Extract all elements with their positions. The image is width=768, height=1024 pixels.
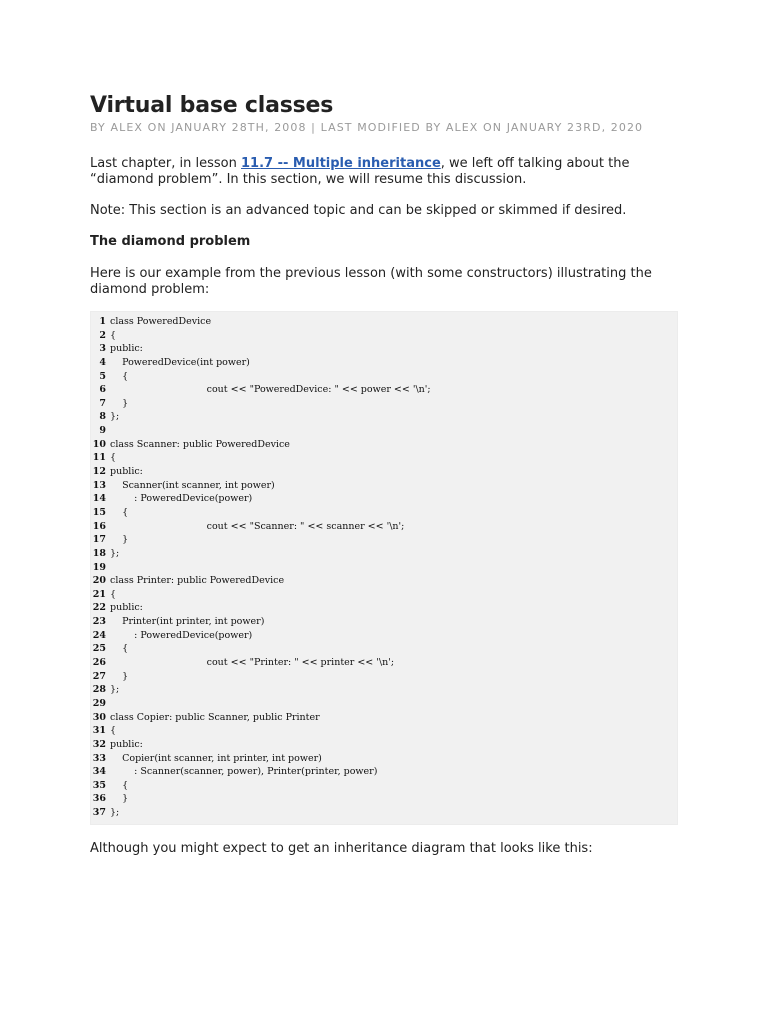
code-line xyxy=(91,683,677,697)
line-number: 8 xyxy=(99,411,106,423)
code-text: : PoweredDevice(power) xyxy=(110,629,253,641)
code-line xyxy=(91,506,677,520)
line-number: 20 xyxy=(92,575,106,587)
line-number: 9 xyxy=(99,425,106,437)
code-line xyxy=(91,601,677,615)
code-block xyxy=(90,311,678,825)
page-title: Virtual base classes xyxy=(90,93,334,118)
line-number: 22 xyxy=(92,602,106,614)
code-line xyxy=(91,547,677,561)
code-line xyxy=(91,724,677,738)
line-number: 34 xyxy=(92,766,106,778)
code-line xyxy=(91,670,677,684)
line-number: 30 xyxy=(92,711,106,723)
code-text xyxy=(110,561,677,575)
code-line xyxy=(91,752,677,766)
code-text: class PoweredDevice xyxy=(110,316,212,327)
code-line xyxy=(91,561,677,575)
intro-paragraph xyxy=(90,156,678,188)
code-line xyxy=(91,697,677,711)
code-text: public: xyxy=(110,738,143,750)
code-line xyxy=(91,410,677,424)
line-number: 35 xyxy=(92,779,106,791)
closing-paragraph: Although you might expect to get an inheritance diagram that looks like this: xyxy=(90,840,593,856)
line-number: 10 xyxy=(92,438,106,450)
line-number: 7 xyxy=(99,397,106,409)
code-text: { xyxy=(110,643,129,655)
code-text: PoweredDevice(int power) xyxy=(110,356,250,368)
code-text: } xyxy=(110,534,129,546)
line-number: 13 xyxy=(92,479,106,491)
code-text: public: xyxy=(110,602,143,614)
line-number: 28 xyxy=(92,684,106,696)
code-text: } xyxy=(110,397,129,409)
article xyxy=(90,92,678,857)
code-line xyxy=(91,588,677,602)
code-text: { xyxy=(110,452,117,464)
code-text: { xyxy=(110,779,129,791)
line-number: 24 xyxy=(92,629,106,641)
line-number: 25 xyxy=(92,643,106,655)
line-number: 18 xyxy=(92,547,106,559)
code-line xyxy=(91,792,677,806)
code-line xyxy=(91,574,677,588)
line-number: 2 xyxy=(99,329,106,341)
code-text: Printer(int printer, int power) xyxy=(110,616,265,628)
code-line xyxy=(91,315,677,329)
code-text: { xyxy=(110,329,117,341)
code-line xyxy=(91,642,677,656)
code-text: }; xyxy=(110,547,120,559)
code-line xyxy=(91,479,677,493)
line-number: 15 xyxy=(92,506,106,518)
code-line xyxy=(91,342,677,356)
line-number: 16 xyxy=(92,520,106,532)
code-line xyxy=(91,492,677,506)
line-number: 4 xyxy=(99,356,106,368)
code-text: } xyxy=(110,793,129,805)
code-line xyxy=(91,533,677,547)
code-line xyxy=(91,520,677,534)
code-line xyxy=(91,383,677,397)
line-number: 31 xyxy=(92,725,106,737)
line-number: 23 xyxy=(92,616,106,628)
line-number: 36 xyxy=(92,793,106,805)
code-text: public: xyxy=(110,466,143,478)
code-text: cout << "PoweredDevice: " << power << '\n'; xyxy=(110,384,431,396)
code-line xyxy=(91,451,677,465)
code-line xyxy=(91,438,677,452)
code-text: public: xyxy=(110,343,143,355)
code-text: { xyxy=(110,506,129,518)
line-number: 6 xyxy=(99,384,106,396)
code-line xyxy=(91,424,677,438)
line-number: 33 xyxy=(92,752,106,764)
line-number: 26 xyxy=(92,657,106,669)
code-line xyxy=(91,370,677,384)
note-paragraph: Note: This section is an advanced topic and can be skipped or skimmed if desired. xyxy=(90,203,627,218)
code-text: : PoweredDevice(power) xyxy=(110,493,253,505)
line-number: 17 xyxy=(92,534,106,546)
code-text: { xyxy=(110,370,129,382)
code-text: class Printer: public PoweredDevice xyxy=(110,575,285,587)
byline: BY ALEX ON JANUARY 28TH, 2008 | LAST MODIFIED BY ALEX ON JANUARY 23RD, 2020 xyxy=(90,121,644,134)
line-number: 29 xyxy=(92,697,106,709)
code-text: { xyxy=(110,588,117,600)
line-number: 19 xyxy=(92,561,106,573)
code-line xyxy=(91,397,677,411)
line-number: 12 xyxy=(92,466,106,478)
code-text: }; xyxy=(110,684,120,696)
code-text: { xyxy=(110,725,117,737)
example-intro-paragraph: Here is our example from the previous lesson (with some constructors) illustrating the diamond problem: xyxy=(90,266,652,297)
line-number: 27 xyxy=(92,670,106,682)
lesson-link-multiple-inheritance[interactable]: 11.7 -- Multiple inheritance xyxy=(241,156,441,171)
line-number: 3 xyxy=(99,343,106,355)
code-line xyxy=(91,779,677,793)
line-number: 11 xyxy=(92,452,106,464)
code-text xyxy=(110,424,677,438)
line-number: 14 xyxy=(92,493,106,505)
code-line xyxy=(91,629,677,643)
code-text xyxy=(110,697,677,711)
line-number: 32 xyxy=(92,738,106,750)
code-text: class Copier: public Scanner, public Printer xyxy=(110,711,320,723)
line-number: 21 xyxy=(92,588,106,600)
line-number: 37 xyxy=(92,807,106,819)
code-line xyxy=(91,765,677,779)
intro-text-before: Last chapter, in lesson xyxy=(90,156,241,171)
code-line xyxy=(91,656,677,670)
intro-text-after: , we left off talking about the “diamond problem”. In this section, we will resume this discussion. xyxy=(90,156,630,187)
code-text: Scanner(int scanner, int power) xyxy=(110,479,275,491)
code-text: Copier(int scanner, int printer, int power) xyxy=(110,752,322,764)
line-number: 5 xyxy=(99,370,106,382)
code-text: cout << "Scanner: " << scanner << '\n'; xyxy=(110,520,405,532)
code-text: }; xyxy=(110,411,120,423)
code-line xyxy=(91,711,677,725)
code-text: cout << "Printer: " << printer << '\n'; xyxy=(110,657,395,669)
code-text: } xyxy=(110,670,129,682)
code-line xyxy=(91,806,677,820)
code-line xyxy=(91,465,677,479)
code-line xyxy=(91,738,677,752)
code-line xyxy=(91,615,677,629)
line-number: 1 xyxy=(99,316,106,327)
code-text: : Scanner(scanner, power), Printer(printer, power) xyxy=(110,766,378,778)
code-text: }; xyxy=(110,807,120,819)
code-line xyxy=(91,329,677,343)
code-text: class Scanner: public PoweredDevice xyxy=(110,438,290,450)
code-line xyxy=(91,356,677,370)
section-heading: The diamond problem xyxy=(90,234,251,249)
